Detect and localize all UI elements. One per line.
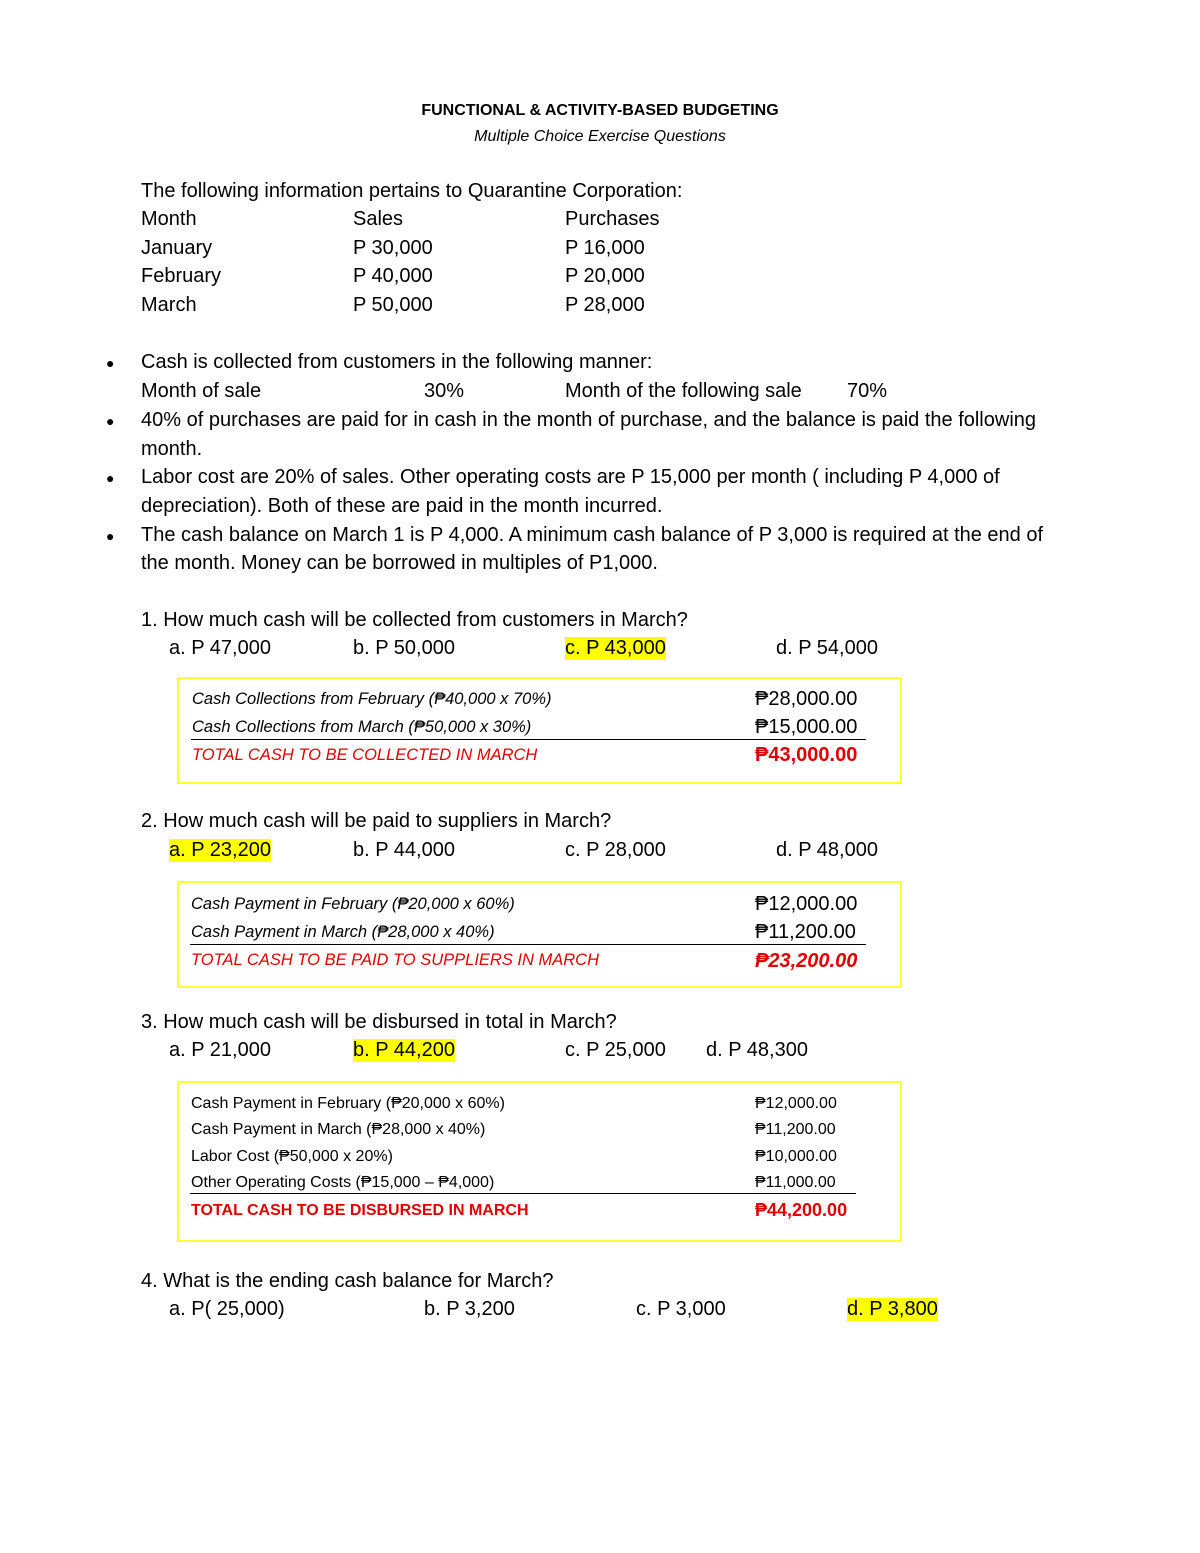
table-header-month: Month [141,208,197,230]
solution-label: Cash Payment in February (₱20,000 x 60%) [191,1095,505,1112]
solution-label: Cash Collections from February (₱40,000 x 70%) [192,690,552,708]
solution-total-label: TOTAL CASH TO BE COLLECTED IN MARCH [192,746,538,764]
solution-amount: ₱15,000.00 [755,716,858,738]
bullet-text: month. [141,438,203,460]
subtotal-rule [190,1193,856,1194]
q3-option-c: c. P 25,000 [565,1039,666,1061]
q3-option-d: d. P 48,300 [706,1039,808,1061]
solution-label: Labor Cost (₱50,000 x 20%) [191,1148,393,1165]
bullet-text: the month. Money can be borrowed in multiples of P1,000. [141,552,658,574]
q4-option-c: c. P 3,000 [636,1298,726,1320]
question-1: 1. How much cash will be collected from customers in March? [141,609,688,631]
q2-option-a-answer: a. P 23,200 [169,839,271,861]
collection-pct: 30% [424,380,465,402]
bullet-text: depreciation). Both of these are paid in the month incurred. [141,495,663,517]
intro-text: The following information pertains to Quarantine Corporation: [141,180,683,202]
bullet-icon: ● [106,470,115,486]
solution-total-amount: ₱43,000.00 [755,744,858,766]
table-cell: January [141,237,213,259]
q4-option-b: b. P 3,200 [424,1298,515,1320]
table-header-purchases: Purchases [565,208,660,230]
bullet-icon: ● [106,355,115,371]
solution-label: Cash Payment in March (₱28,000 x 40%) [191,1121,486,1138]
q1-option-a: a. P 47,000 [169,637,271,659]
question-4: 4. What is the ending cash balance for March? [141,1270,554,1292]
subtotal-rule [191,739,866,740]
table-cell: P 40,000 [353,265,433,287]
solution-label: Cash Payment in February (₱20,000 x 60%) [191,895,515,913]
q2-option-d: d. P 48,000 [776,839,878,861]
bullet-text: Labor cost are 20% of sales. Other operating costs are P 15,000 per month ( including P 4,000 of [141,466,1000,488]
solution-amount: ₱11,200.00 [755,1121,836,1138]
q2-option-c: c. P 28,000 [565,839,666,861]
table-cell: P 20,000 [565,265,645,287]
q1-option-d: d. P 54,000 [776,637,878,659]
solution-amount: ₱10,000.00 [755,1148,837,1165]
solution-amount: ₱12,000.00 [755,893,858,915]
table-cell: P 16,000 [565,237,645,259]
solution-total-amount: ₱23,200.00 [755,950,858,972]
collection-pct: 70% [847,380,888,402]
bullet-icon: ● [106,413,115,429]
bullet-text: The cash balance on March 1 is P 4,000. A minimum cash balance of P 3,000 is required at the end of [141,524,1044,546]
q3-option-b-answer: b. P 44,200 [353,1039,455,1061]
q4-option-d-answer: d. P 3,800 [847,1298,938,1320]
collection-label: Month of the following sale [565,380,802,402]
question-3: 3. How much cash will be disbursed in total in March? [141,1011,617,1033]
table-cell: P 50,000 [353,294,433,316]
table-cell: P 28,000 [565,294,645,316]
q4-option-a: a. P( 25,000) [169,1298,285,1320]
solution-label: Cash Collections from March (₱50,000 x 30%) [192,718,532,736]
bullet-text: Cash is collected from customers in the following manner: [141,351,653,373]
q1-option-c-answer: c. P 43,000 [565,637,666,659]
table-cell: P 30,000 [353,237,433,259]
solution-total-label: TOTAL CASH TO BE PAID TO SUPPLIERS IN MARCH [191,951,600,969]
subtotal-rule [190,944,866,945]
q3-option-a: a. P 21,000 [169,1039,271,1061]
collection-label: Month of sale [141,380,262,402]
solution-total-label: TOTAL CASH TO BE DISBURSED IN MARCH [191,1202,529,1219]
solution-amount: ₱11,000.00 [755,1174,836,1191]
bullet-icon: ● [106,528,115,544]
solution-total-amount: ₱44,200.00 [755,1200,848,1220]
solution-amount: ₱11,200.00 [755,921,856,943]
q2-option-b: b. P 44,000 [353,839,455,861]
solution-amount: ₱12,000.00 [755,1095,837,1112]
q1-option-b: b. P 50,000 [353,637,455,659]
table-header-sales: Sales [353,208,404,230]
bullet-text: 40% of purchases are paid for in cash in the month of purchase, and the balance is paid the following [141,409,1037,431]
solution-label: Cash Payment in March (₱28,000 x 40%) [191,923,495,941]
question-2: 2. How much cash will be paid to suppliers in March? [141,810,612,832]
solution-label: Other Operating Costs (₱15,000 – ₱4,000) [191,1174,495,1191]
solution-amount: ₱28,000.00 [755,688,858,710]
table-cell: February [141,265,222,287]
table-cell: March [141,294,197,316]
page-subtitle: Multiple Choice Exercise Questions [474,128,726,145]
page-title: FUNCTIONAL & ACTIVITY-BASED BUDGETING [421,102,779,119]
